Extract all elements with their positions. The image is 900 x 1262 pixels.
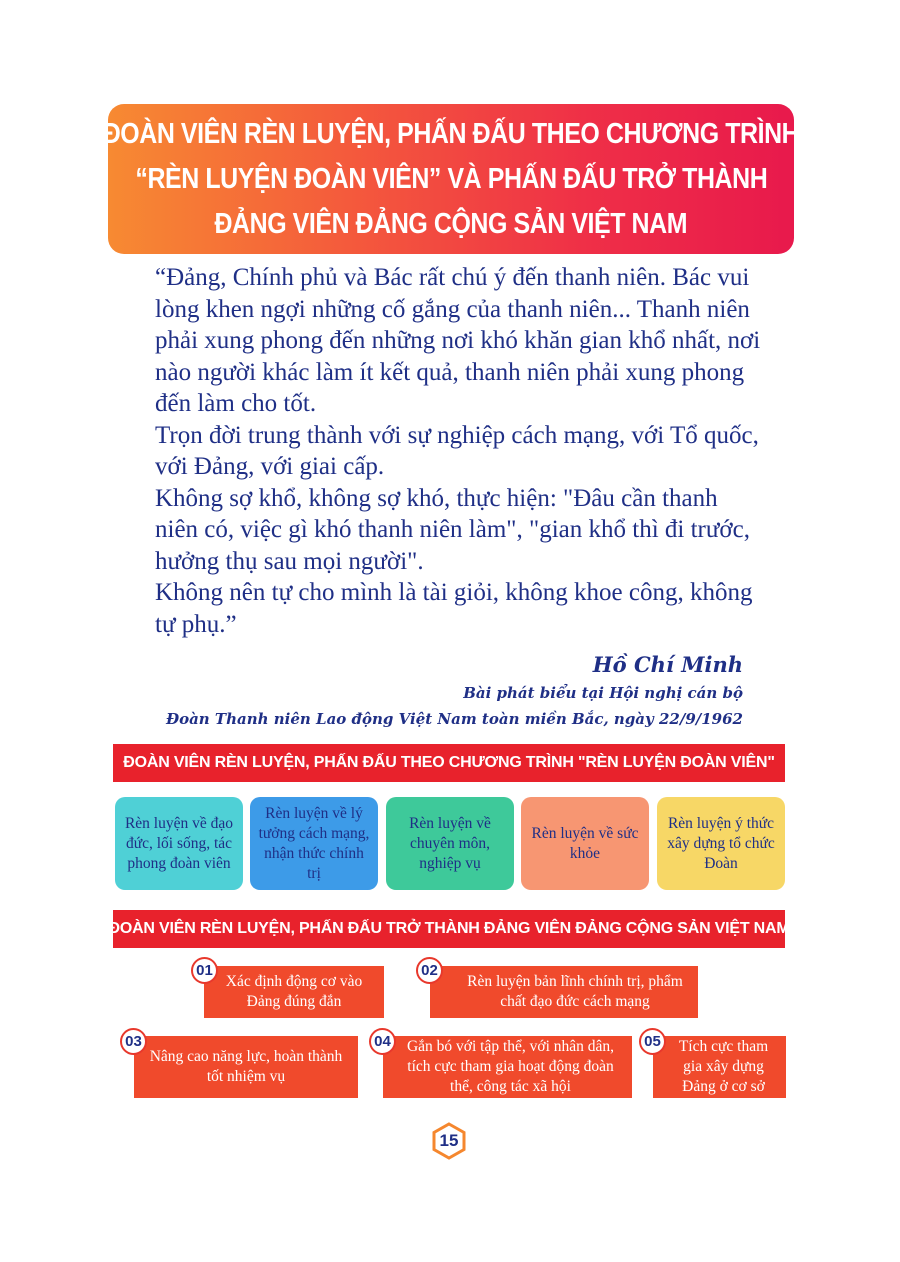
step-number-badge: 05 (639, 1028, 666, 1055)
card-ethics (115, 797, 243, 890)
step-number-badge: 04 (369, 1028, 396, 1055)
card-ideology (250, 797, 378, 890)
step-text: Nâng cao năng lực, hoàn thành tốt nhiệm vụ (149, 1048, 343, 1085)
card-health (521, 797, 649, 890)
card-text: Rèn luyện ý thức xây dựng tổ chức Đoàn (667, 814, 775, 872)
step-number-badge: 02 (416, 957, 443, 984)
step-text: Gắn bó với tập thể, với nhân dân, tích cực tham gia hoạt động đoàn thể, công tác xã hội (406, 1038, 615, 1095)
quote-paragraph: Trọn đời trung thành với sự nghiệp cách mạng, với Tổ quốc, với Đảng, với giai cấp. (155, 421, 759, 480)
card-text: Rèn luyện về sức khỏe (531, 824, 639, 862)
quote-paragraph: Không nên tự cho mình là tài giỏi, không khoe công, không tự phụ.” (155, 579, 753, 638)
quote-block (155, 262, 765, 640)
step-text: Tích cực tham gia xây dựng Đảng ở cơ sở (678, 1038, 769, 1095)
title-line-3: ĐẢNG VIÊN ĐẢNG CỘNG SẢN VIỆT NAM (214, 207, 688, 240)
title-banner (102, 104, 800, 254)
step-04 (383, 1036, 632, 1098)
card-text: Rèn luyện về đạo đức, lối sống, tác phong đoàn viên (124, 814, 234, 872)
card-organization (657, 797, 785, 890)
step-01 (204, 966, 384, 1018)
quote-paragraph: Không sợ khổ, không sợ khó, thực hiện: "Đâu cần thanh niên có, việc gì khó thanh niên làm", "gian khổ thì đi trước, hưởng thụ sau mọi người". (155, 484, 750, 575)
card-expertise (386, 797, 514, 890)
quote-author: Hồ Chí Minh (592, 652, 743, 677)
card-text: Rèn luyện về lý tưởng cách mạng, nhận thức chính trị (258, 804, 370, 882)
attribution (166, 650, 743, 732)
step-05 (653, 1036, 786, 1098)
quote-source-line: Bài phát biểu tại Hội nghị cán bộ (463, 684, 743, 702)
step-number-badge: 01 (191, 957, 218, 984)
step-02 (430, 966, 698, 1018)
page-number (432, 1122, 466, 1160)
page-number-text: 15 (439, 1131, 459, 1150)
step-text: Rèn luyện bản lĩnh chính trị, phẩm chất đạo đức cách mạng (467, 973, 683, 1010)
step-number-badge: 03 (120, 1028, 147, 1055)
card-text: Rèn luyện về chuyên môn, nghiệp vụ (409, 814, 491, 872)
step-text: Xác định động cơ vào Đảng đúng đắn (225, 973, 363, 1010)
step-03 (134, 1036, 358, 1098)
title-line-1: ĐOÀN VIÊN RÈN LUYỆN, PHẤN ĐẤU THEO CHƯƠNG TRÌNH (102, 117, 800, 150)
section1-heading: ĐOÀN VIÊN RÈN LUYỆN, PHẤN ĐẤU THEO CHƯƠNG TRÌNH "RÈN LUYỆN ĐOÀN VIÊN" (113, 744, 785, 782)
quote-paragraph: “Đảng, Chính phủ và Bác rất chú ý đến thanh niên. Bác vui lòng khen ngợi những cố gắng của thanh niên... Thanh niên phải xung phong đến những nơi khó khăn gian khổ nhất, nơi nào người khác làm ít kết quả, thanh niên phải xung phong đến làm cho tốt. (155, 264, 761, 417)
quote-source-line: Đoàn Thanh niên Lao động Việt Nam toàn miền Bắc, ngày 22/9/1962 (165, 710, 743, 728)
section2-heading: ĐOÀN VIÊN RÈN LUYỆN, PHẤN ĐẤU TRỞ THÀNH ĐẢNG VIÊN ĐẢNG CỘNG SẢN VIỆT NAM (113, 910, 785, 948)
title-line-2: “RÈN LUYỆN ĐOÀN VIÊN” VÀ PHẤN ĐẤU TRỞ THÀNH (135, 162, 767, 195)
